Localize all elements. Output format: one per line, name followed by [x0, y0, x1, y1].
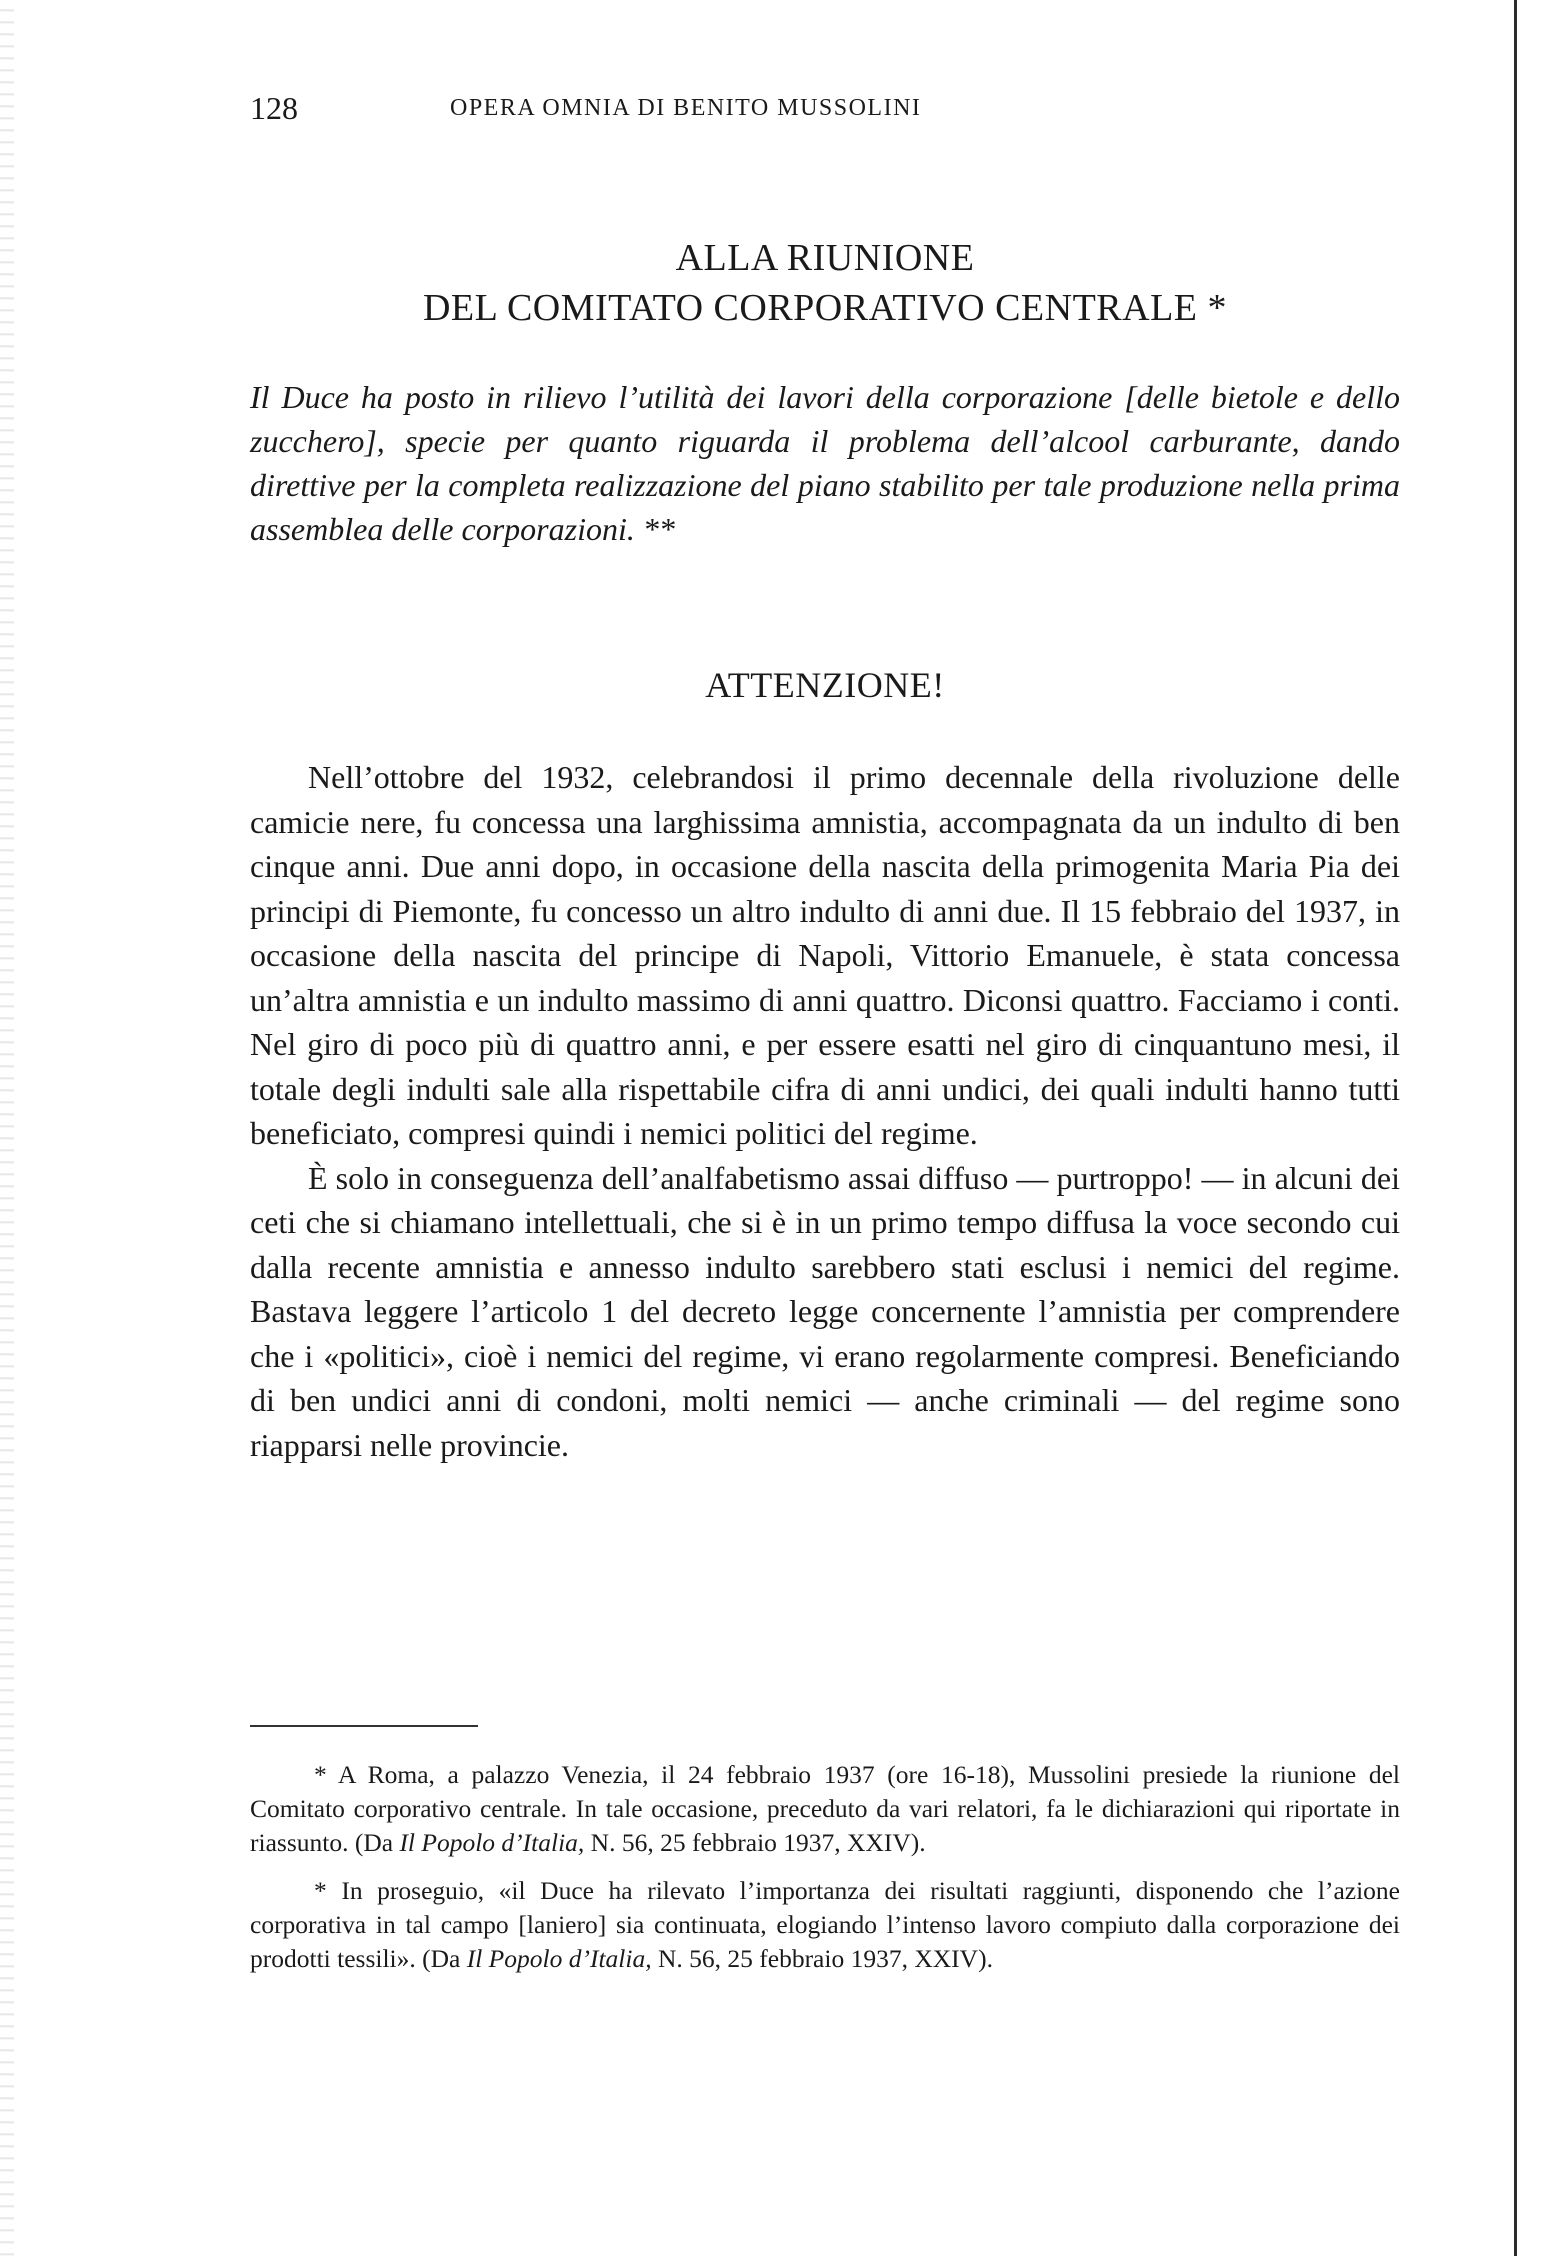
- footnote-divider: [250, 1725, 478, 1727]
- footnote-1-source: Il Popolo d’Italia,: [399, 1828, 585, 1857]
- footnote-1-ref: N. 56, 25 febbraio 1937, XXIV).: [584, 1828, 926, 1857]
- page-number: 128: [250, 90, 298, 126]
- binding-edge: [0, 0, 14, 2256]
- article-title: [250, 233, 1400, 333]
- footnote-2: [250, 1874, 1400, 1976]
- article-intro: Il Duce ha posto in rilievo l’utilità dei lavori della corporazione [delle bietole e dello zucchero], specie per quanto riguarda il problema dell’alcool carburante, dando direttive per la completa realizzazione del piano stabilito per tale produzione nella prima assemblea delle corporazioni. **: [250, 379, 1400, 547]
- footnote-2-source: Il Popolo d’Italia,: [466, 1944, 652, 1973]
- footnote-2-text: * In proseguio, «il Duce ha rilevato l’importanza dei risultati raggiunti, disponendo che l’azione corporativa in tal campo [laniero] sia continuata, elogiando l’intenso lavoro compiuto dalla corporazione dei prodotti tessili». (Da: [250, 1876, 1400, 1973]
- footnotes: [250, 1758, 1400, 1990]
- footnote-1: [250, 1758, 1400, 1860]
- running-head: OPERA OMNIA DI BENITO MUSSOLINI: [450, 95, 922, 121]
- article-title-line-2: DEL COMITATO CORPORATIVO CENTRALE *: [422, 287, 1227, 329]
- section-body: [250, 755, 1400, 1467]
- footnote-2-ref: N. 56, 25 febbraio 1937, XXIV).: [651, 1944, 993, 1973]
- page-border-line: [1514, 0, 1517, 2256]
- footnote-1-text: * A Roma, a palazzo Venezia, il 24 febbraio 1937 (ore 16-18), Mussolini presiede la riunione del Comitato corporativo centrale. In tale occasione, preceduto da vari relatori, fa le dichiarazioni qui riportate in riassunto. (Da: [250, 1760, 1400, 1857]
- section-title: ATTENZIONE!: [705, 665, 945, 705]
- page-header: [250, 90, 1400, 140]
- body-paragraph-1: Nell’ottobre del 1932, celebrandosi il primo decennale della rivoluzione delle camicie nere, fu concessa una larghissima amnistia, accompagnata da un indulto di ben cinque anni. Due anni dopo, in occasione della nascita della primogenita Maria Pia dei principi di Piemonte, fu concesso un altro indulto di anni due. Il 15 febbraio del 1937, in occasione della nascita del principe di Napoli, Vittorio Emanuele, è stata concessa un’altra amnistia e un indulto massimo di anni quattro. Diconsi quattro. Facciamo i conti. Nel giro di poco più di quattro anni, e per essere esatti nel giro di cinquantuno mesi, il totale degli indulti sale alla rispettabile cifra di anni undici, dei quali indulti hanno tutti beneficiato, compresi quindi i nemici politici del regime.: [250, 759, 1400, 1151]
- article-title-line-1: ALLA RIUNIONE: [675, 237, 975, 279]
- body-paragraph-2: È solo in conseguenza dell’analfabetismo assai diffuso — purtroppo! — in alcuni dei ceti che si chiamano intellettuali, che si è in un primo tempo diffusa la voce secondo cui dalla recente amnistia e annesso indulto sarebbero stati esclusi i nemici del regime. Bastava leggere l’articolo 1 del decreto legge concernente l’amnistia per comprendere che i «politici», cioè i nemici del regime, vi erano regolarmente compresi. Beneficiando di ben undici anni di condoni, molti nemici — anche criminali — del regime sono riapparsi nelle provincie.: [250, 1159, 1400, 1463]
